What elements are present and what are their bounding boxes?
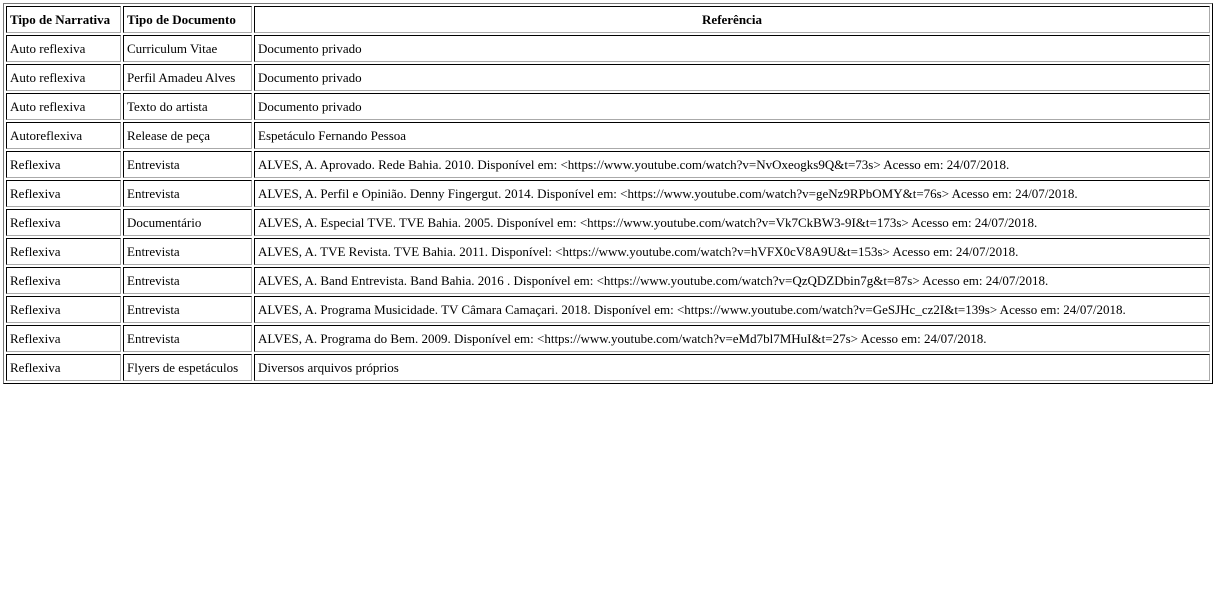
reference-cell: ALVES, A. Especial TVE. TVE Bahia. 2005. Disponível em: <https://www.youtube.com/watch?v=Vk7CkBW3-9I&t=173s> Acesso em: 24/07/2018. <box>254 209 1210 236</box>
header-document-type: Tipo de Documento <box>123 6 252 33</box>
header-row <box>6 6 1210 33</box>
document-type-cell: Curriculum Vitae <box>123 35 252 62</box>
header-reference: Referência <box>254 6 1210 33</box>
reference-cell: ALVES, A. Band Entrevista. Band Bahia. 2016 . Disponível em: <https://www.youtube.com/watch?v=QzQDZDbin7g&t=87s> Acesso em: 24/07/2018. <box>254 267 1210 294</box>
narrative-type-cell: Auto reflexiva <box>6 93 121 120</box>
document-type-cell: Entrevista <box>123 325 252 352</box>
document-type-cell: Documentário <box>123 209 252 236</box>
document-type-cell: Entrevista <box>123 238 252 265</box>
table-row <box>6 122 1210 149</box>
document-type-cell: Entrevista <box>123 180 252 207</box>
table-row <box>6 209 1210 236</box>
narrative-type-cell: Auto reflexiva <box>6 35 121 62</box>
narrative-type-cell: Reflexiva <box>6 151 121 178</box>
narrative-type-cell: Auto reflexiva <box>6 64 121 91</box>
document-type-cell: Entrevista <box>123 151 252 178</box>
document-type-cell: Texto do artista <box>123 93 252 120</box>
reference-cell: Documento privado <box>254 93 1210 120</box>
reference-cell: ALVES, A. TVE Revista. TVE Bahia. 2011. Disponível: <https://www.youtube.com/watch?v=hVFX0cV8A9U&t=153s> Acesso em: 24/07/2018. <box>254 238 1210 265</box>
narrative-type-cell: Reflexiva <box>6 354 121 381</box>
narrative-type-cell: Reflexiva <box>6 267 121 294</box>
table-row <box>6 180 1210 207</box>
narrative-type-cell: Reflexiva <box>6 209 121 236</box>
document-type-cell: Flyers de espetáculos <box>123 354 252 381</box>
reference-cell: ALVES, A. Aprovado. Rede Bahia. 2010. Disponível em: <https://www.youtube.com/watch?v=NvOxeogks9Q&t=73s> Acesso em: 24/07/2018. <box>254 151 1210 178</box>
reference-cell: Espetáculo Fernando Pessoa <box>254 122 1210 149</box>
document-type-cell: Perfil Amadeu Alves <box>123 64 252 91</box>
narrative-type-cell: Reflexiva <box>6 325 121 352</box>
narrative-type-cell: Reflexiva <box>6 296 121 323</box>
references-table <box>3 3 1213 384</box>
narrative-type-cell: Reflexiva <box>6 180 121 207</box>
table-row <box>6 354 1210 381</box>
document-type-cell: Release de peça <box>123 122 252 149</box>
header-narrative-type: Tipo de Narrativa <box>6 6 121 33</box>
table-row <box>6 151 1210 178</box>
reference-cell: ALVES, A. Programa do Bem. 2009. Disponível em: <https://www.youtube.com/watch?v=eMd7bl7MHuI&t=27s> Acesso em: 24/07/2018. <box>254 325 1210 352</box>
reference-cell: Diversos arquivos próprios <box>254 354 1210 381</box>
table-row <box>6 64 1210 91</box>
table-row <box>6 296 1210 323</box>
table-row <box>6 325 1210 352</box>
table-row <box>6 35 1210 62</box>
reference-cell: ALVES, A. Programa Musicidade. TV Câmara Camaçari. 2018. Disponível em: <https://www.youtube.com/watch?v=GeSJHc_cz2I&t=139s> Acesso em: 24/07/2018. <box>254 296 1210 323</box>
reference-cell: Documento privado <box>254 64 1210 91</box>
document-type-cell: Entrevista <box>123 296 252 323</box>
narrative-type-cell: Autoreflexiva <box>6 122 121 149</box>
reference-cell: Documento privado <box>254 35 1210 62</box>
table-row <box>6 93 1210 120</box>
reference-cell: ALVES, A. Perfil e Opinião. Denny Fingergut. 2014. Disponível em: <https://www.youtube.com/watch?v=geNz9RPbOMY&t=76s> Acesso em: 24/07/2018. <box>254 180 1210 207</box>
table-row <box>6 267 1210 294</box>
narrative-type-cell: Reflexiva <box>6 238 121 265</box>
document-type-cell: Entrevista <box>123 267 252 294</box>
table-row <box>6 238 1210 265</box>
